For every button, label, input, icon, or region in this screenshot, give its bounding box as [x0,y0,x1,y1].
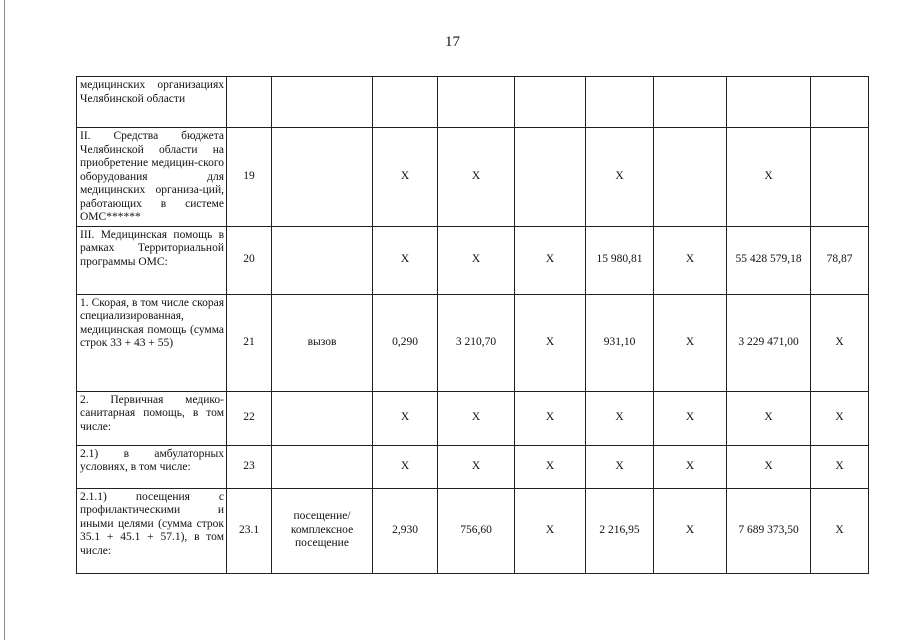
value-cell: X [654,391,727,445]
row-label [77,128,227,227]
value-cell: X [515,226,586,294]
row-label [77,488,227,573]
value-cell: X [515,445,586,488]
row-label-text: 2. Первичная медико-санитарная помощь, в том числе: [80,393,224,433]
value-cell: X [727,128,811,227]
value-cell: X [586,445,654,488]
row-number: 23.1 [227,488,272,573]
row-label [77,226,227,294]
left-margin-rule [4,0,5,640]
row-label-text: 2.1) в амбулаторных условиях, в том числе: [80,447,224,473]
value-cell: X [438,128,515,227]
value-cell: X [373,445,438,488]
row-number: 21 [227,294,272,391]
value-cell: X [654,294,727,391]
value-cell: 756,60 [438,488,515,573]
row-number: 20 [227,226,272,294]
value-cell: X [515,488,586,573]
value-cell: 55 428 579,18 [727,226,811,294]
value-cell: X [438,226,515,294]
row-label-text: III. Медицинская помощь в рамках Территориальной программы ОМС: [80,228,224,268]
table-row [77,488,869,573]
value-cell: 0,290 [373,294,438,391]
value-cell [811,77,869,128]
value-cell: X [811,488,869,573]
value-cell: 3 229 471,00 [727,294,811,391]
page-number: 17 [445,34,460,50]
value-cell [373,77,438,128]
value-cell: 931,10 [586,294,654,391]
unit-cell: посещение/ комплексное посещение [272,488,373,573]
value-cell: 7 689 373,50 [727,488,811,573]
value-cell: X [515,391,586,445]
table-row [77,128,869,227]
value-cell: 78,87 [811,226,869,294]
value-cell: X [811,391,869,445]
value-cell: X [515,294,586,391]
unit-cell: вызов [272,294,373,391]
value-cell [515,77,586,128]
row-number: 23 [227,445,272,488]
value-cell: X [654,445,727,488]
value-cell [654,128,727,227]
value-cell [515,128,586,227]
row-label-text: II. Средства бюджета Челябинской области на приобретение медицин-ского оборудования для медицинских организа-ций, работающих в системе ОМС****** [80,130,224,223]
row-number: 19 [227,128,272,227]
value-cell [586,77,654,128]
row-label [77,294,227,391]
value-cell: X [654,488,727,573]
value-cell [654,77,727,128]
row-label [77,77,227,128]
row-label-text: 2.1.1) посещения с профилактическими и иными целями (сумма строк 35.1 + 45.1 + 57.1), в том числе: [80,490,224,557]
row-label [77,391,227,445]
value-cell: X [727,391,811,445]
unit-cell [272,226,373,294]
value-cell: X [373,391,438,445]
table-row [77,445,869,488]
value-cell [438,77,515,128]
value-cell: 2 216,95 [586,488,654,573]
unit-cell [272,128,373,227]
table-row [77,77,869,128]
value-cell: X [586,391,654,445]
value-cell: X [373,128,438,227]
value-cell: X [811,294,869,391]
value-cell: 15 980,81 [586,226,654,294]
unit-cell [272,77,373,128]
unit-cell [272,445,373,488]
table-row [77,226,869,294]
value-cell: 3 210,70 [438,294,515,391]
row-label [77,445,227,488]
unit-cell [272,391,373,445]
value-cell: X [373,226,438,294]
value-cell: X [438,391,515,445]
table-row [77,294,869,391]
row-label-text: медицинских организациях Челябинской области [80,79,224,105]
row-label-text: 1. Скорая, в том числе скорая специализированная, медицинская помощь (сумма строк 33 + 43 + 55) [80,296,224,349]
row-number [227,77,272,128]
value-cell: X [727,445,811,488]
value-cell [727,77,811,128]
row-number: 22 [227,391,272,445]
value-cell [811,128,869,227]
value-cell: X [811,445,869,488]
value-cell: X [438,445,515,488]
value-cell: X [654,226,727,294]
value-cell: X [586,128,654,227]
data-table [76,76,869,574]
table-row [77,391,869,445]
value-cell: 2,930 [373,488,438,573]
